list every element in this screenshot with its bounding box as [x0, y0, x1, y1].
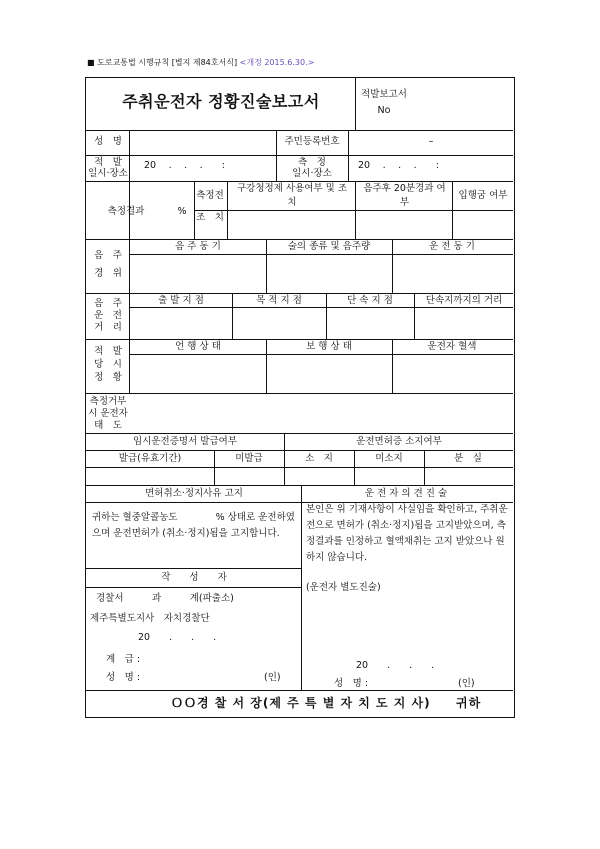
- pre-measure-action-label: 조 치: [196, 212, 224, 223]
- author-station: 경찰서 과 계(파출소): [96, 593, 234, 604]
- author-rank: 계 급 :: [106, 654, 141, 665]
- alcohol-type-label: 술의 종류 및 음주량: [287, 241, 371, 252]
- license-not-possessed[interactable]: 미소지: [375, 453, 403, 464]
- status-label-2: 당 시: [94, 359, 122, 370]
- notice-header: 면허취소·정지사유 고지: [145, 488, 243, 499]
- report-number-label: No: [377, 105, 391, 116]
- refusal-label-3: 태 도: [94, 420, 122, 431]
- driving-motive-label: 운 전 동 기: [429, 241, 475, 252]
- form-reference-header: [87, 57, 314, 68]
- measurement-datetime-label: 일시·장소: [292, 168, 332, 179]
- mouthwash-label: 구강청정제 사용여부 및 조치: [236, 183, 347, 208]
- measurement-datetime-value[interactable]: 20 . . . :: [358, 160, 439, 171]
- status-label-1: 적 발: [94, 346, 122, 357]
- twenty-minute-label: 음주후 20분경과 여부: [363, 183, 446, 208]
- opinion-note: (운전자 별도진술): [306, 582, 381, 593]
- walking-label: 보 행 상 태: [306, 341, 352, 352]
- route-label-1: 음 주: [94, 298, 122, 309]
- pre-measure-label: 측정전: [196, 190, 224, 201]
- square-bullet-icon: ■: [87, 58, 95, 67]
- route-label-3: 거 리: [94, 322, 122, 333]
- resident-id-dash: –: [428, 136, 434, 147]
- form-title: 주취운전자 정황진술보고서: [122, 92, 320, 111]
- license-lost[interactable]: 분 실: [454, 453, 482, 464]
- drinking-motive-label: 음 주 동 기: [175, 241, 221, 252]
- destination-label: 목 적 지 점: [256, 295, 302, 306]
- start-point-label: 출 발 지 점: [158, 295, 204, 306]
- complexion-label: 운전자 혈색: [427, 341, 477, 352]
- permit-header: 임시운전증명서 발급여부: [133, 436, 237, 447]
- revision-date: <개정 2015.6.30.>: [239, 58, 315, 67]
- opinion-date: 20 . . .: [356, 660, 435, 671]
- distance-label: 단속지까지의 거리: [425, 295, 503, 306]
- refusal-label-1: 측정거부: [89, 396, 127, 407]
- speech-label: 언 행 상 태: [175, 341, 221, 352]
- drinking-label: 음 주: [94, 250, 122, 261]
- percent-unit: %: [177, 206, 187, 217]
- report-form: [85, 77, 515, 718]
- report-label: 적발보고서: [361, 89, 407, 100]
- opinion-body: 본인은 위 기재사항이 사실임을 확인하고, 주취운전으로 면허가 (취소·정지)됨을 고지받았으며, 측정결과를 인정하고 혈액채취는 고지 받았으나 원하지 않습니다.: [306, 504, 508, 563]
- resident-id-label: 주민등록번호: [284, 136, 340, 147]
- opinion-name: 성 명 :: [334, 678, 369, 689]
- checkpoint-label: 단 속 지 점: [347, 295, 393, 306]
- license-possessed[interactable]: 소 지: [305, 453, 333, 464]
- author-jeju: 제주특별도지사 자치경찰단: [90, 613, 210, 624]
- route-label-2: 운 전: [94, 310, 122, 321]
- recipient: ＯＯ경 찰 서 장(제 주 특 별 자 치 도 지 사): [171, 696, 431, 710]
- permit-issued[interactable]: 발급(유효기간): [118, 453, 182, 464]
- status-label-3: 정 황: [94, 372, 122, 383]
- license-header: 운전면허증 소지여부: [356, 436, 442, 447]
- recipient-suffix: 귀하: [456, 696, 482, 710]
- name-label: 성 명: [94, 136, 122, 147]
- author-name: 성 명 :: [106, 672, 141, 683]
- detection-label: 적 발: [94, 157, 122, 168]
- drinking-circumstance-label: 경 위: [94, 268, 122, 279]
- law-reference: 도로교통법 시행규칙 [별지 제84호서식]: [97, 58, 238, 67]
- author-date: 20 . . .: [138, 632, 217, 643]
- opinion-header: 운 전 자 의 견 진 술: [364, 488, 448, 499]
- result-label: 측정결과: [107, 206, 145, 217]
- measurement-label: 측 정: [298, 157, 326, 168]
- detection-datetime-label: 일시·장소: [88, 168, 128, 179]
- author-seal: (인): [264, 672, 281, 683]
- permit-not-issued[interactable]: 미발급: [235, 453, 263, 464]
- notice-body: 귀하는 혈중알콜농도 % 상태로 운전하였으며 운전면허가 (취소·정지)됨을 고지합니다.: [92, 512, 295, 539]
- detection-datetime-value[interactable]: 20 . . . :: [144, 160, 225, 171]
- opinion-seal: (인): [458, 678, 475, 689]
- rinse-label: 입행굼 여부: [458, 190, 508, 201]
- author-header: 작 성 자: [161, 572, 227, 583]
- refusal-label-2: 시 운전자: [88, 408, 128, 419]
